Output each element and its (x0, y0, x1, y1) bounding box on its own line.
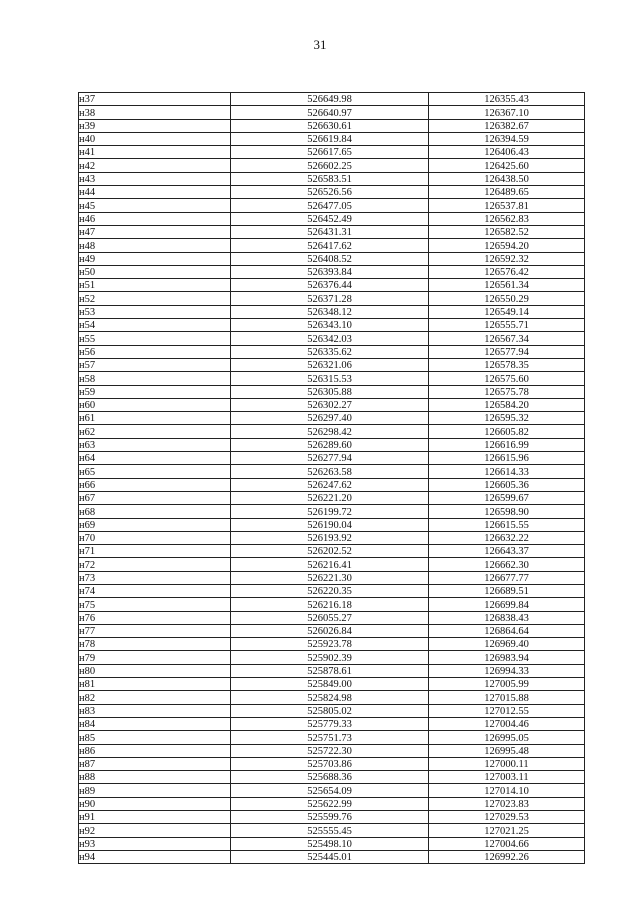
point-id-cell: н85 (79, 731, 231, 744)
point-id-cell: н54 (79, 319, 231, 332)
point-id-cell: н72 (79, 558, 231, 571)
y-coordinate-cell: 126615.55 (429, 518, 585, 531)
point-id-cell: н73 (79, 571, 231, 584)
y-coordinate-cell: 127003.11 (429, 771, 585, 784)
x-coordinate-cell: 526583.51 (231, 172, 429, 185)
point-id-cell: н84 (79, 717, 231, 730)
y-coordinate-cell: 126577.94 (429, 345, 585, 358)
x-coordinate-cell: 526371.28 (231, 292, 429, 305)
y-coordinate-cell: 126995.05 (429, 731, 585, 744)
point-id-cell: н48 (79, 239, 231, 252)
point-id-cell: н90 (79, 797, 231, 810)
x-coordinate-cell: 526247.62 (231, 478, 429, 491)
x-coordinate-cell: 526431.31 (231, 225, 429, 238)
x-coordinate-cell: 526305.88 (231, 385, 429, 398)
y-coordinate-cell: 126537.81 (429, 199, 585, 212)
point-id-cell: н81 (79, 678, 231, 691)
table-row (79, 757, 585, 770)
x-coordinate-cell: 526417.62 (231, 239, 429, 252)
table-row (79, 704, 585, 717)
point-id-cell: н56 (79, 345, 231, 358)
x-coordinate-cell: 525824.98 (231, 691, 429, 704)
y-coordinate-cell: 126598.90 (429, 505, 585, 518)
x-coordinate-cell: 525622.99 (231, 797, 429, 810)
table-row (79, 744, 585, 757)
x-coordinate-cell: 526220.35 (231, 584, 429, 597)
y-coordinate-cell: 126662.30 (429, 558, 585, 571)
y-coordinate-cell: 126582.52 (429, 225, 585, 238)
table-row (79, 811, 585, 824)
table-row (79, 531, 585, 544)
x-coordinate-cell: 526302.27 (231, 398, 429, 411)
table-row (79, 545, 585, 558)
x-coordinate-cell: 526376.44 (231, 279, 429, 292)
x-coordinate-cell: 526408.52 (231, 252, 429, 265)
y-coordinate-cell: 126599.67 (429, 491, 585, 504)
point-id-cell: н58 (79, 372, 231, 385)
table-row (79, 478, 585, 491)
y-coordinate-cell: 127015.88 (429, 691, 585, 704)
table-row (79, 172, 585, 185)
table-row (79, 598, 585, 611)
x-coordinate-cell: 526619.84 (231, 132, 429, 145)
y-coordinate-cell: 126561.34 (429, 279, 585, 292)
table-row (79, 837, 585, 850)
y-coordinate-cell: 126969.40 (429, 638, 585, 651)
page-number: 31 (313, 37, 327, 52)
x-coordinate-cell: 526297.40 (231, 412, 429, 425)
point-id-cell: н50 (79, 265, 231, 278)
table-row (79, 678, 585, 691)
point-id-cell: н38 (79, 106, 231, 119)
y-coordinate-cell: 127014.10 (429, 784, 585, 797)
table-row (79, 305, 585, 318)
point-id-cell: н82 (79, 691, 231, 704)
table-row (79, 265, 585, 278)
x-coordinate-cell: 525445.01 (231, 850, 429, 863)
table-row (79, 93, 585, 106)
table-row (79, 771, 585, 784)
x-coordinate-cell: 525923.78 (231, 638, 429, 651)
x-coordinate-cell: 525849.00 (231, 678, 429, 691)
point-id-cell: н51 (79, 279, 231, 292)
y-coordinate-cell: 126575.60 (429, 372, 585, 385)
y-coordinate-cell: 126406.43 (429, 146, 585, 159)
y-coordinate-cell: 127000.11 (429, 757, 585, 770)
y-coordinate-cell: 126594.20 (429, 239, 585, 252)
table-row (79, 651, 585, 664)
point-id-cell: н63 (79, 438, 231, 451)
y-coordinate-cell: 127004.46 (429, 717, 585, 730)
x-coordinate-cell: 526298.42 (231, 425, 429, 438)
point-id-cell: н71 (79, 545, 231, 558)
table-row (79, 186, 585, 199)
y-coordinate-cell: 127021.25 (429, 824, 585, 837)
y-coordinate-cell: 126489.65 (429, 186, 585, 199)
point-id-cell: н65 (79, 465, 231, 478)
table-row (79, 372, 585, 385)
y-coordinate-cell: 126614.33 (429, 465, 585, 478)
table-row (79, 571, 585, 584)
y-coordinate-cell: 127012.55 (429, 704, 585, 717)
point-id-cell: н83 (79, 704, 231, 717)
y-coordinate-cell: 127029.53 (429, 811, 585, 824)
table-row (79, 691, 585, 704)
y-coordinate-cell: 126576.42 (429, 265, 585, 278)
table-row (79, 119, 585, 132)
table-row (79, 664, 585, 677)
table-row (79, 398, 585, 411)
point-id-cell: н49 (79, 252, 231, 265)
point-id-cell: н88 (79, 771, 231, 784)
x-coordinate-cell: 526202.52 (231, 545, 429, 558)
y-coordinate-cell: 126605.82 (429, 425, 585, 438)
table-row (79, 106, 585, 119)
point-id-cell: н40 (79, 132, 231, 145)
point-id-cell: н37 (79, 93, 231, 106)
point-id-cell: н60 (79, 398, 231, 411)
point-id-cell: н46 (79, 212, 231, 225)
point-id-cell: н55 (79, 332, 231, 345)
table-row (79, 345, 585, 358)
y-coordinate-cell: 126355.43 (429, 93, 585, 106)
table-row (79, 319, 585, 332)
x-coordinate-cell: 525878.61 (231, 664, 429, 677)
y-coordinate-cell: 127004.66 (429, 837, 585, 850)
table-row (79, 824, 585, 837)
y-coordinate-cell: 126699.84 (429, 598, 585, 611)
point-id-cell: н45 (79, 199, 231, 212)
y-coordinate-cell: 126994.33 (429, 664, 585, 677)
x-coordinate-cell: 526640.97 (231, 106, 429, 119)
table-row (79, 212, 585, 225)
x-coordinate-cell: 525555.45 (231, 824, 429, 837)
y-coordinate-cell: 126632.22 (429, 531, 585, 544)
point-id-cell: н64 (79, 452, 231, 465)
y-coordinate-cell: 127005.99 (429, 678, 585, 691)
point-id-cell: н52 (79, 292, 231, 305)
x-coordinate-cell: 526617.65 (231, 146, 429, 159)
point-id-cell: н59 (79, 385, 231, 398)
point-id-cell: н53 (79, 305, 231, 318)
point-id-cell: н76 (79, 611, 231, 624)
y-coordinate-cell: 126615.96 (429, 452, 585, 465)
point-id-cell: н86 (79, 744, 231, 757)
y-coordinate-cell: 126643.37 (429, 545, 585, 558)
x-coordinate-cell: 526526.56 (231, 186, 429, 199)
point-id-cell: н66 (79, 478, 231, 491)
point-id-cell: н89 (79, 784, 231, 797)
table-row (79, 624, 585, 637)
x-coordinate-cell: 526199.72 (231, 505, 429, 518)
x-coordinate-cell: 526343.10 (231, 319, 429, 332)
x-coordinate-cell: 525722.30 (231, 744, 429, 757)
table-row (79, 385, 585, 398)
y-coordinate-cell: 126567.34 (429, 332, 585, 345)
point-id-cell: н39 (79, 119, 231, 132)
table-row (79, 132, 585, 145)
y-coordinate-cell: 126549.14 (429, 305, 585, 318)
y-coordinate-cell: 126438.50 (429, 172, 585, 185)
point-id-cell: н70 (79, 531, 231, 544)
point-id-cell: н68 (79, 505, 231, 518)
table-row (79, 584, 585, 597)
y-coordinate-cell: 126605.36 (429, 478, 585, 491)
y-coordinate-cell: 126992.26 (429, 850, 585, 863)
y-coordinate-cell: 126838.43 (429, 611, 585, 624)
table-row (79, 425, 585, 438)
x-coordinate-cell: 525654.09 (231, 784, 429, 797)
table-row (79, 239, 585, 252)
x-coordinate-cell: 526477.05 (231, 199, 429, 212)
point-id-cell: н47 (79, 225, 231, 238)
x-coordinate-cell: 525688.36 (231, 771, 429, 784)
point-id-cell: н77 (79, 624, 231, 637)
x-coordinate-cell: 526216.18 (231, 598, 429, 611)
point-id-cell: н87 (79, 757, 231, 770)
table-row (79, 412, 585, 425)
y-coordinate-cell: 126983.94 (429, 651, 585, 664)
x-coordinate-cell: 526321.06 (231, 358, 429, 371)
y-coordinate-cell: 126578.35 (429, 358, 585, 371)
table-row (79, 717, 585, 730)
x-coordinate-cell: 526342.03 (231, 332, 429, 345)
point-id-cell: н67 (79, 491, 231, 504)
x-coordinate-cell: 526277.94 (231, 452, 429, 465)
table-row (79, 505, 585, 518)
y-coordinate-cell: 126575.78 (429, 385, 585, 398)
table-row (79, 332, 585, 345)
y-coordinate-cell: 126555.71 (429, 319, 585, 332)
table-row (79, 611, 585, 624)
point-id-cell: н92 (79, 824, 231, 837)
table-row (79, 159, 585, 172)
table-row (79, 279, 585, 292)
point-id-cell: н44 (79, 186, 231, 199)
table-row (79, 638, 585, 651)
point-id-cell: н43 (79, 172, 231, 185)
point-id-cell: н93 (79, 837, 231, 850)
y-coordinate-cell: 126995.48 (429, 744, 585, 757)
y-coordinate-cell: 126864.64 (429, 624, 585, 637)
point-id-cell: н79 (79, 651, 231, 664)
x-coordinate-cell: 526452.49 (231, 212, 429, 225)
y-coordinate-cell: 127023.83 (429, 797, 585, 810)
y-coordinate-cell: 126394.59 (429, 132, 585, 145)
point-id-cell: н69 (79, 518, 231, 531)
point-id-cell: н91 (79, 811, 231, 824)
x-coordinate-cell: 526348.12 (231, 305, 429, 318)
x-coordinate-cell: 526315.53 (231, 372, 429, 385)
table-row (79, 558, 585, 571)
x-coordinate-cell: 526289.60 (231, 438, 429, 451)
x-coordinate-cell: 526055.27 (231, 611, 429, 624)
table-row (79, 465, 585, 478)
point-id-cell: н57 (79, 358, 231, 371)
y-coordinate-cell: 126382.67 (429, 119, 585, 132)
table-row (79, 731, 585, 744)
y-coordinate-cell: 126550.29 (429, 292, 585, 305)
table-row (79, 797, 585, 810)
y-coordinate-cell: 126616.99 (429, 438, 585, 451)
x-coordinate-cell: 526649.98 (231, 93, 429, 106)
x-coordinate-cell: 525751.73 (231, 731, 429, 744)
x-coordinate-cell: 526216.41 (231, 558, 429, 571)
table-row (79, 452, 585, 465)
table-row (79, 199, 585, 212)
table-row (79, 850, 585, 863)
point-id-cell: н74 (79, 584, 231, 597)
table-row (79, 784, 585, 797)
point-id-cell: н41 (79, 146, 231, 159)
x-coordinate-cell: 526026.84 (231, 624, 429, 637)
y-coordinate-cell: 126689.51 (429, 584, 585, 597)
point-id-cell: н42 (79, 159, 231, 172)
table-row (79, 518, 585, 531)
x-coordinate-cell: 526630.61 (231, 119, 429, 132)
x-coordinate-cell: 525599.76 (231, 811, 429, 824)
y-coordinate-cell: 126367.10 (429, 106, 585, 119)
y-coordinate-cell: 126677.77 (429, 571, 585, 584)
x-coordinate-cell: 526193.92 (231, 531, 429, 544)
y-coordinate-cell: 126595.32 (429, 412, 585, 425)
y-coordinate-cell: 126584.20 (429, 398, 585, 411)
x-coordinate-cell: 525902.39 (231, 651, 429, 664)
table-row (79, 491, 585, 504)
x-coordinate-cell: 526393.84 (231, 265, 429, 278)
point-id-cell: н80 (79, 664, 231, 677)
x-coordinate-cell: 526190.04 (231, 518, 429, 531)
coordinates-table (78, 92, 585, 864)
point-id-cell: н62 (79, 425, 231, 438)
x-coordinate-cell: 525779.33 (231, 717, 429, 730)
table-row (79, 252, 585, 265)
x-coordinate-cell: 525703.86 (231, 757, 429, 770)
table-row (79, 438, 585, 451)
point-id-cell: н61 (79, 412, 231, 425)
point-id-cell: н75 (79, 598, 231, 611)
x-coordinate-cell: 525805.02 (231, 704, 429, 717)
table-row (79, 358, 585, 371)
x-coordinate-cell: 526221.30 (231, 571, 429, 584)
table-row (79, 225, 585, 238)
coordinates-table-body (79, 93, 585, 864)
y-coordinate-cell: 126562.83 (429, 212, 585, 225)
x-coordinate-cell: 526602.25 (231, 159, 429, 172)
x-coordinate-cell: 526263.58 (231, 465, 429, 478)
y-coordinate-cell: 126592.32 (429, 252, 585, 265)
table-row (79, 146, 585, 159)
y-coordinate-cell: 126425.60 (429, 159, 585, 172)
x-coordinate-cell: 526221.20 (231, 491, 429, 504)
x-coordinate-cell: 526335.62 (231, 345, 429, 358)
x-coordinate-cell: 525498.10 (231, 837, 429, 850)
point-id-cell: н94 (79, 850, 231, 863)
table-row (79, 292, 585, 305)
point-id-cell: н78 (79, 638, 231, 651)
